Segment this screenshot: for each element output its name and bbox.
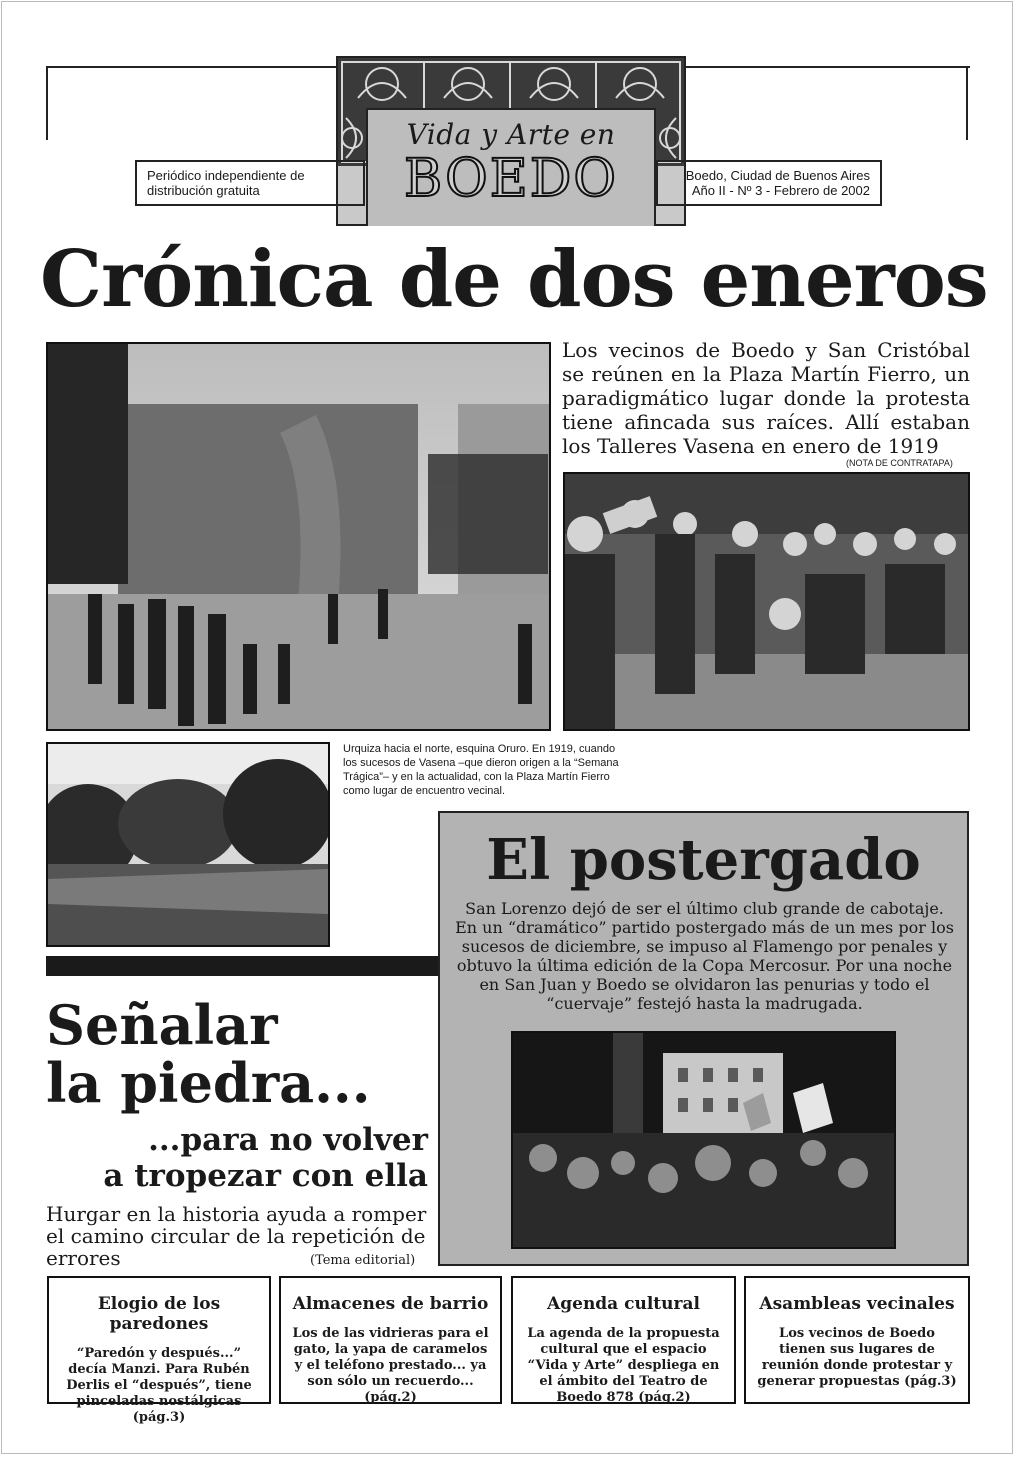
editorial-title [46,993,371,1115]
section-divider-bar [46,956,438,976]
postergado-title: El postergado [486,827,921,893]
photo-celebration-image [513,1033,894,1247]
right-info-line1: Boedo, Ciudad de Buenos Aires [685,168,870,183]
photo-vasena-1919 [46,342,551,731]
card-body: Los vecinos de Boedo tienen sus lugares de reunión donde protestar y generar propuestas (pág.3) [757,1326,957,1389]
editorial-subtitle-line1: ...para no volver [148,1122,428,1158]
photo-assembly-image [565,474,968,729]
left-info-line2: distribución gratuita [147,183,260,198]
right-info-line2: Año II - Nº 3 - Febrero de 2002 [691,183,870,198]
photo-plaza-image [48,744,328,945]
main-lede: Los vecinos de Boedo y San Cristóbal se reúnen en la Plaza Martín Fierro, un paradigmático lugar donde la protesta tiene afincada sus raíces. Allí estaban los Talleres Vasena en enero de 1919 [562,338,970,458]
photo-assembly-plaza [563,472,970,731]
card-agenda-cultural[interactable] [511,1276,736,1404]
photo-celebration [511,1031,896,1249]
header-rule-right [684,66,970,68]
postergado-box [438,811,969,1266]
card-title: Agenda cultural [547,1294,700,1314]
editorial-title-line2: la piedra... [46,1051,371,1115]
editorial-text: Hurgar en la historia ayuda a romper el camino circular de la repetición de errores [46,1202,427,1270]
card-title: Asambleas vecinales [759,1294,955,1314]
editorial-subtitle [90,1122,428,1194]
editorial-title-line1: Señalar [46,993,278,1057]
card-body: “Paredón y después...” decía Manzi. Para Rubén Derlis el “después”, tiene pinceladas nostálgicas (pág.3) [66,1346,252,1425]
editorial-tag: (Tema editorial) [310,1253,416,1268]
photo-vasena-image [48,344,549,729]
masthead-logo [336,56,686,226]
lede-note: (NOTA DE CONTRATAPA) [846,458,953,468]
header-rule-right-vert [966,66,968,140]
masthead-titlebox [366,108,656,226]
card-title: Elogio de los paredones [97,1294,221,1334]
header-rule-left [46,66,338,68]
photo-plaza-actual [46,742,330,947]
masthead-title-big: BOEDO [403,149,619,209]
masthead-right-info [656,160,882,206]
masthead-left-info [135,160,365,206]
editorial-subtitle-line2: a tropezar con ella [103,1158,428,1194]
card-title: Almacenes de barrio [292,1294,489,1314]
header-rule-left-vert [46,66,48,140]
photo-caption: Urquiza hacia el norte, esquina Oruro. En 1919, cuando los sucesos de Vasena –que dieron origen a la “Semana Trágica”– y en la actualidad, con la Plaza Martín Fierro como lugar de encuentro vecinal. [343,743,619,797]
card-body: La agenda de la propuesta cultural que el espacio “Vida y Arte” despliega en el ámbito del Teatro de Boedo 878 (pág.2) [527,1326,720,1405]
card-body: Los de las vidrieras para el gato, la yapa de caramelos y el teléfono prestado... ya son sólo un recuerdo...(pág.2) [292,1326,489,1405]
card-elogio-paredones[interactable] [47,1276,271,1425]
main-headline: Crónica de dos eneros [40,234,988,325]
card-asambleas-vecinales[interactable] [744,1276,970,1404]
card-almacenes-barrio[interactable] [279,1276,502,1404]
masthead-title-small: Vida y Arte en [406,118,616,151]
left-info-line1: Periódico independiente de [147,168,305,183]
postergado-text: San Lorenzo dejó de ser el último club grande de cabotaje. En un “dramático” partido postergado más de un mes por los sucesos de diciembre, se impuso al Flamengo por penales y obtuvo la última edición de la Copa Mercosur. Por una noche en San Juan y Boedo se olvidaron las penurias y todo el “cuervaje” festejó hasta la madrugada. [455,899,954,1013]
